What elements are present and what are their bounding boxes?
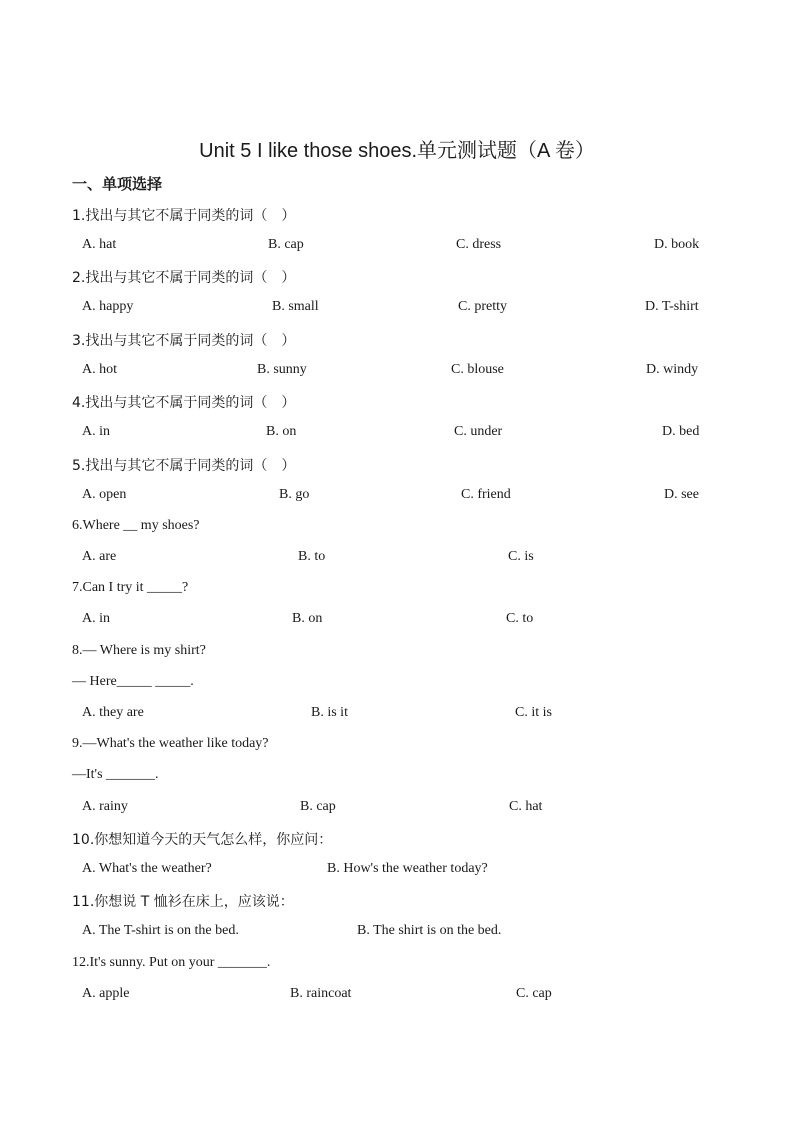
option-b: B. cap [268,237,304,252]
option-b: B. sunny [257,362,307,377]
option-a: A. in [82,424,110,439]
question-stem: 1.找出与其它不属于同类的词（ ） [72,208,296,224]
question-stem: 12.It's sunny. Put on your _______. [72,955,271,970]
option-c: C. it is [515,705,552,720]
option-a: A. hot [82,362,117,377]
option-a: A. apple [82,986,130,1001]
option-b: B. go [279,487,310,502]
question-stem-line-2: — Here_____ _____. [72,674,194,689]
option-a: A. What's the weather? [82,861,212,876]
option-a: A. in [82,611,110,626]
option-d: D. T-shirt [645,299,699,314]
option-b: B. is it [311,705,348,720]
question-stem: 4.找出与其它不属于同类的词（ ） [72,395,296,411]
option-c: C. blouse [451,362,504,377]
option-c: C. under [454,424,503,439]
question-stem: 11.你想说 T 恤衫在床上，应该说： [72,894,294,910]
option-a: A. they are [82,705,144,720]
option-b: B. on [292,611,323,626]
question-stem: 3.找出与其它不属于同类的词（ ） [72,333,296,349]
option-c: C. hat [509,799,543,814]
option-c: C. pretty [458,299,507,314]
question-stem: 8.— Where is my shirt? [72,643,206,658]
option-b: B. cap [300,799,336,814]
option-b: B. How's the weather today? [327,861,488,876]
option-c: C. dress [456,237,502,252]
option-c: C. is [508,549,534,564]
option-c: C. cap [516,986,552,1001]
page-title: Unit 5 I like those shoes.单元测试题（A 卷） [199,140,595,162]
option-a: A. open [82,487,127,502]
option-c: C. friend [461,487,511,502]
option-b: B. on [266,424,297,439]
section-heading: 一、单项选择 [72,175,163,193]
question-stem: 2.找出与其它不属于同类的词（ ） [72,270,296,286]
question-stem: 7.Can I try it _____? [72,580,189,595]
option-d: D. windy [646,362,699,377]
question-stem: 10.你想知道今天的天气怎么样，你应问： [72,832,333,848]
option-b: B. The shirt is on the bed. [357,923,502,938]
option-d: D. book [654,237,700,252]
option-a: A. happy [82,299,134,314]
question-stem: 5.找出与其它不属于同类的词（ ） [72,458,296,474]
option-c: C. to [506,611,534,626]
option-a: A. are [82,549,117,564]
question-stem-line-2: —It's _______. [72,767,159,782]
question-stem: 9.—What's the weather like today? [72,736,269,751]
question-stem: 6.Where __ my shoes? [72,518,200,533]
option-a: A. The T-shirt is on the bed. [82,923,239,938]
option-a: A. hat [82,237,117,252]
option-d: D. bed [662,424,700,439]
option-d: D. see [664,487,699,502]
option-a: A. rainy [82,799,128,814]
option-b: B. raincoat [290,986,352,1001]
option-b: B. to [298,549,326,564]
option-b: B. small [272,299,319,314]
